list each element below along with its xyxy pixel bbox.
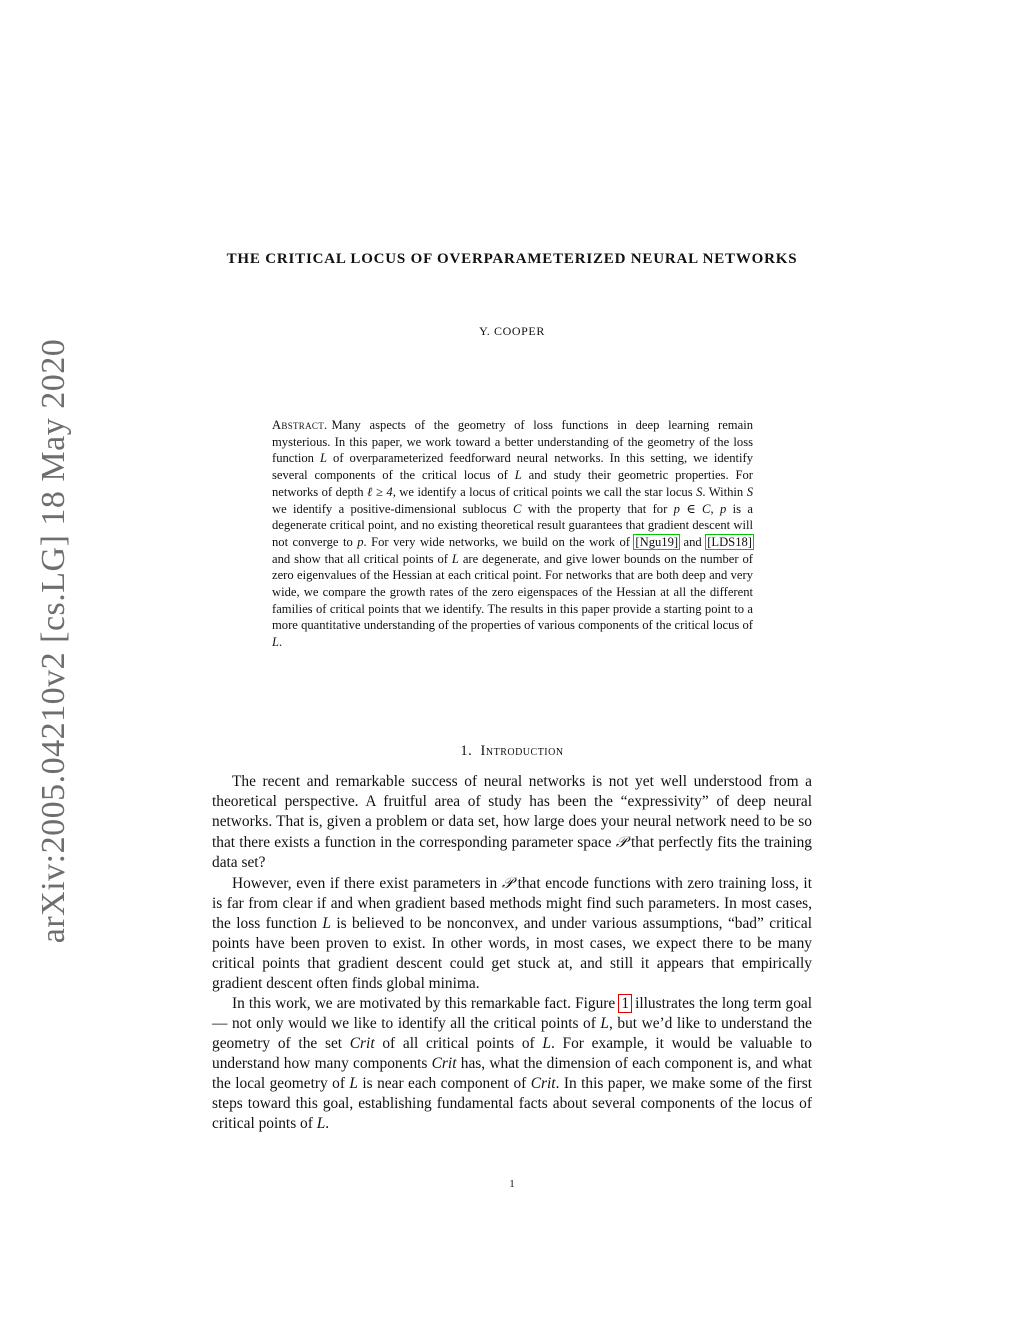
math-symbol: p <box>719 501 727 516</box>
math-symbol: S <box>696 484 703 499</box>
abstract-text: we identify a positive-dimensional sublocus <box>272 501 514 516</box>
math-symbol: Crit <box>431 1055 457 1072</box>
abstract-text: is a degenerate critical point, and no existing theoretical result guarantees that gradient descent will not converge to <box>272 501 753 549</box>
arxiv-identifier-stamp <box>34 338 74 944</box>
paragraph-2 <box>212 873 812 994</box>
paragraph-3 <box>212 994 812 1134</box>
abstract-text: , <box>710 501 720 516</box>
math-symbol: Crit <box>530 1075 556 1092</box>
paragraph-1 <box>212 772 812 873</box>
page-number: 1 <box>509 1178 515 1190</box>
paper-author: Y. COOPER <box>479 324 545 338</box>
math-symbol: Crit <box>349 1035 375 1052</box>
arxiv-identifier-text: arXiv:2005.04210v2 [cs.LG] 18 May 2020 <box>35 338 73 944</box>
body-text: In this work, we are motivated by this remarkable fact. Figure <box>232 995 620 1012</box>
section-heading-introduction <box>212 743 812 760</box>
abstract-text: and show that all critical points of <box>272 551 452 566</box>
body-text: The recent and remarkable success of neural networks is not yet well understood from a theoretical perspective. A fruitful area of study has been the “expressivity” of deep neural networks. That is, given a problem or data set, how large does your neural network need to be so that there exists a function in the corresponding parameter space <box>212 773 812 851</box>
body-text: . For example, it would be valuable to understand how many components <box>212 1035 812 1072</box>
body-text: . In this paper, we make some of the first steps toward this goal, establishing fundamental facts about several components of the locus of critical points of <box>212 1075 812 1132</box>
math-symbol: L <box>322 915 331 932</box>
body-text: that encode functions with zero training loss, it is far from clear if and when gradient based methods might find such parameters. In most cases, the loss function <box>212 875 812 932</box>
body-text: . <box>325 1115 330 1132</box>
body-text: illustrates the long term goal — not only would we like to identify all the critical points of <box>212 995 812 1032</box>
abstract-text: . For very wide networks, we build on the work of <box>363 534 635 549</box>
abstract-text: with the property that for <box>521 501 674 516</box>
body-text: , but we’d like to understand the geometry of the set <box>212 1015 812 1052</box>
math-symbol: L <box>316 1115 326 1132</box>
paper-title: THE CRITICAL LOCUS OF OVERPARAMETERIZED NEURAL NETWORKS <box>226 251 798 267</box>
figure-reference-link[interactable]: 1 <box>621 995 630 1012</box>
citation-link-lds18[interactable]: [LDS18] <box>707 534 752 549</box>
body-text: However, even if there exist parameters in <box>232 875 502 892</box>
section-number: 1. <box>460 743 473 759</box>
abstract-label: Abstract. <box>272 418 328 432</box>
math-symbol: 𝒫 <box>615 833 627 851</box>
math-symbol: C <box>513 501 522 516</box>
body-text: is near each component of <box>357 1075 531 1092</box>
abstract-text: are degenerate, and give lower bounds on the number of zero eigenvalues of the Hessian at each critical point. For networks that are both deep and very wide, we compare the growth rates of the zero eigenspaces of the Hessian at all the different families of critical points that we identify. The results in this paper provide a starting point to a more quantitative understanding of the properties of various components of the critical locus of <box>272 551 753 633</box>
introduction-body <box>212 772 812 1134</box>
body-text: of all critical points of <box>374 1035 543 1052</box>
math-expression: ℓ ≥ 4 <box>367 484 393 499</box>
math-symbol: L <box>542 1035 551 1052</box>
abstract-text: Many aspects of the geometry of loss functions in deep learning remain mysterious. In this paper, we work toward a better understanding of the geometry of the loss function <box>272 418 753 466</box>
math-symbol: L <box>514 468 522 483</box>
citation-link-ngu19[interactable]: [Ngu19] <box>635 534 679 549</box>
body-text: has, what the dimension of each component is, and what the local geometry of <box>212 1055 812 1092</box>
math-symbol: S <box>746 484 753 499</box>
math-symbol: L <box>451 551 459 566</box>
math-symbol: L <box>320 451 328 466</box>
math-expression: p ∈ C <box>673 501 711 516</box>
math-symbol: L <box>349 1075 358 1092</box>
math-symbol: p <box>357 534 364 549</box>
body-text: is believed to be nonconvex, and under various assumptions, “bad” critical points have been proven to exist. In other words, in most cases, we expect there to be many critical points that gradient descent could get stuck at, and still it appears that empirically gradient descent often finds global minima. <box>212 915 812 992</box>
abstract-text: and <box>679 534 707 549</box>
body-text: that perfectly fits the training data set? <box>212 834 812 871</box>
section-title: Introduction <box>480 743 564 759</box>
abstract-text: . <box>279 635 283 650</box>
math-symbol: L <box>272 635 280 650</box>
abstract-text: , we identify a locus of critical points we call the star locus <box>392 484 697 499</box>
abstract-text: . Within <box>702 484 747 499</box>
abstract-text: and study their geometric properties. For networks of depth <box>272 468 753 499</box>
abstract-text: of overparameterized feedforward neural networks. In this setting, we identify several components of the critical locus of <box>272 451 753 483</box>
math-symbol: L <box>600 1015 609 1032</box>
abstract <box>272 417 753 651</box>
math-symbol: 𝒫 <box>501 874 513 892</box>
